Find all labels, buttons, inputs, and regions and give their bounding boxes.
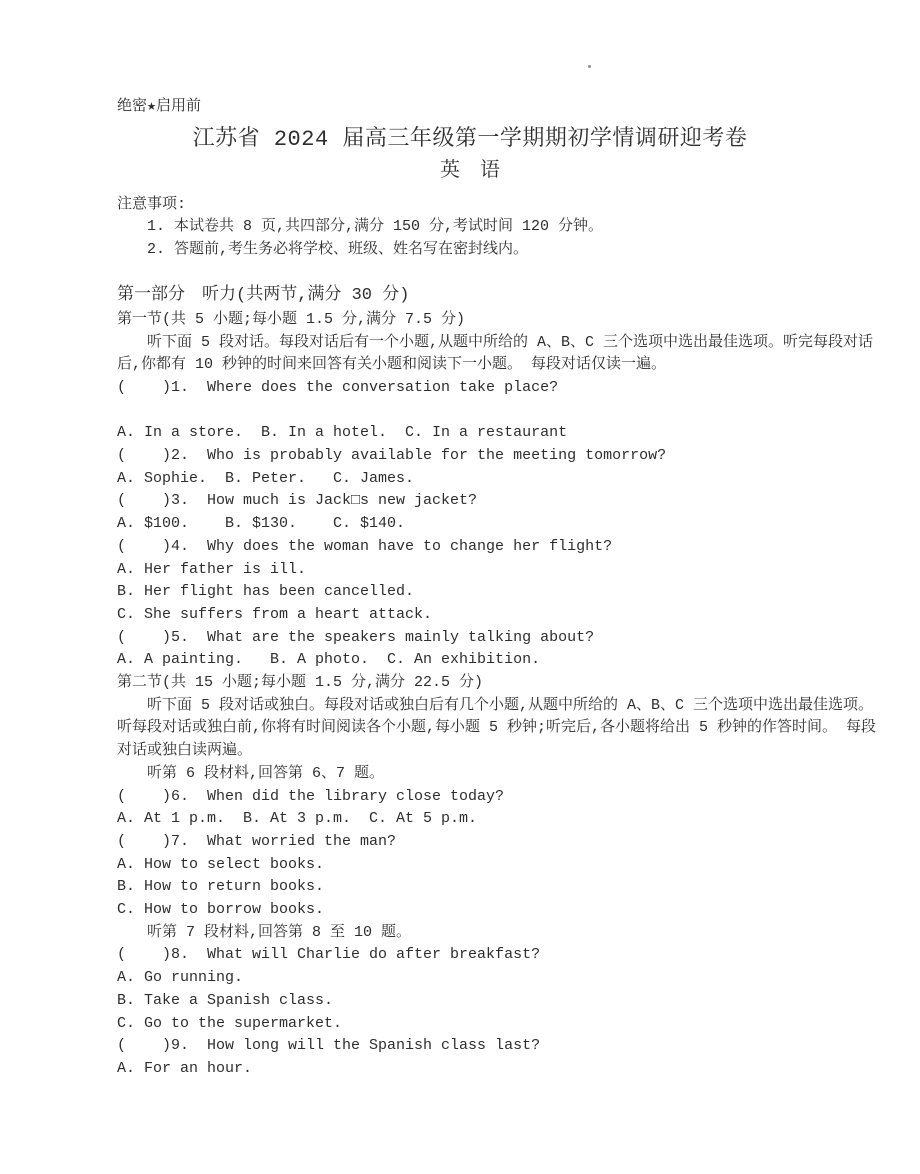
question-5-prompt: ( )5. What are the speakers mainly talking about?: [117, 628, 595, 646]
part1-heading: 第一部分 听力(共两节,满分 30 分): [117, 285, 410, 305]
question-4-prompt: ( )4. Why does the woman have to change her flight?: [117, 537, 613, 555]
section2-instruction-line-1: 听下面 5 段对话或独白。每段对话或独白后有几个小题,从题中所给的 A、B、C 三个选项中选出最佳选项。: [147, 696, 874, 714]
material-7-line: 听第 7 段材料,回答第 8 至 10 题。: [147, 923, 412, 941]
question-4-option-a: A. Her father is ill.: [117, 560, 307, 578]
question-7-option-b: B. How to return books.: [117, 878, 325, 896]
question-4-option-c: C. She suffers from a heart attack.: [117, 605, 433, 623]
stray-dot-mark: [588, 65, 591, 68]
secrecy-label: 绝密★启用前: [117, 98, 202, 115]
question-8-prompt: ( )8. What will Charlie do after breakfast?: [117, 946, 541, 964]
section2-instruction-line-3: 对话或独白读两遍。: [117, 742, 253, 760]
question-3-options-row: A. $100. B. $130. C. $140.: [117, 515, 406, 533]
question-1-options-row: A. In a store. B. In a hotel. C. In a restaurant: [117, 424, 568, 442]
question-2-prompt: ( )2. Who is probably available for the meeting tomorrow?: [117, 447, 667, 465]
question-6-prompt: ( )6. When did the library close today?: [117, 787, 505, 805]
notice-heading: 注意事项:: [117, 195, 187, 213]
exam-subject: 英 语: [440, 159, 500, 183]
question-7-prompt: ( )7. What worried the man?: [117, 832, 397, 850]
question-5-options-row: A. A painting. B. A photo. C. An exhibition.: [117, 651, 541, 669]
question-8-option-b: B. Take a Spanish class.: [117, 991, 334, 1009]
notice-item-1: 1. 本试卷共 8 页,共四部分,满分 150 分,考试时间 120 分钟。: [147, 218, 604, 236]
notice-item-2: 2. 答题前,考生务必将学校、班级、姓名写在密封线内。: [147, 241, 529, 259]
question-9-prompt: ( )9. How long will the Spanish class last?: [117, 1037, 541, 1055]
material-6-line: 听第 6 段材料,回答第 6、7 题。: [147, 764, 385, 782]
spacer-line: [117, 400, 823, 423]
question-7-option-c: C. How to borrow books.: [117, 901, 325, 919]
section1-instruction-line-1: 听下面 5 段对话。每段对话后有一个小题,从题中所给的 A、B、C 三个选项中选出最佳选项。听完每段对话: [147, 333, 874, 351]
question-1-prompt: ( )1. Where does the conversation take place?: [117, 378, 559, 396]
question-2-options-row: A. Sophie. B. Peter. C. James.: [117, 469, 415, 487]
question-4-option-b: B. Her flight has been cancelled.: [117, 583, 415, 601]
question-8-option-c: C. Go to the supermarket.: [117, 1014, 343, 1032]
section2-instruction-line-2: 听每段对话或独白前,你将有时间阅读各个小题,每小题 5 秒钟;听完后,各小题将给出 5 秒钟的作答时间。 每段: [117, 719, 877, 737]
question-7-option-a: A. How to select books.: [117, 855, 325, 873]
section1-instruction-line-2: 后,你都有 10 秒钟的时间来回答有关小题和阅读下一小题。 每段对话仅读一遍。: [117, 356, 667, 374]
page-content: [117, 96, 877, 1081]
section1-heading: 第一节(共 5 小题;每小题 1.5 分,满分 7.5 分): [117, 310, 466, 328]
question-8-option-a: A. Go running.: [117, 969, 244, 987]
question-6-options-row: A. At 1 p.m. B. At 3 p.m. C. At 5 p.m.: [117, 810, 478, 828]
section2-heading: 第二节(共 15 小题;每小题 1.5 分,满分 22.5 分): [117, 674, 484, 692]
question-3-prompt: ( )3. How much is Jack□s new jacket?: [117, 492, 478, 510]
question-9-option-a: A. For an hour.: [117, 1060, 253, 1077]
exam-title: 江苏省 2024 届高三年级第一学期期初学情调研迎考卷: [192, 126, 748, 152]
